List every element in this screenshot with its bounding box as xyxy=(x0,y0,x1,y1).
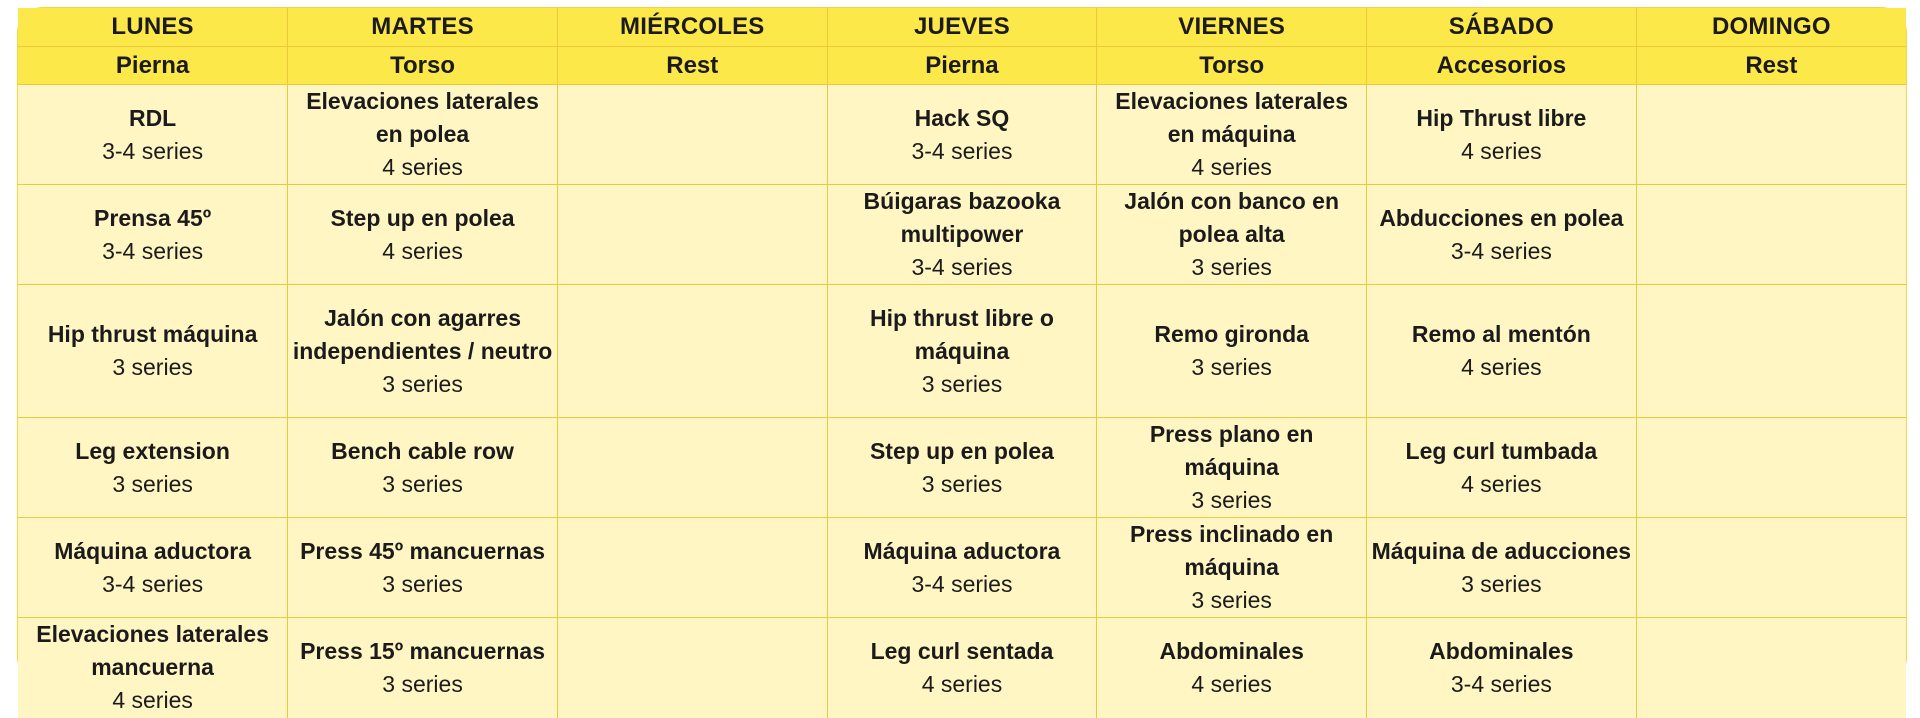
exercise-series: 3-4 series xyxy=(1450,670,1552,697)
exercise-name: Máquina aductora xyxy=(863,537,1061,564)
exercise-cell xyxy=(1367,85,1637,185)
day-header-martes: MARTES xyxy=(288,8,558,47)
exercise-name: Leg extension xyxy=(75,437,230,464)
exercise-cell xyxy=(827,185,1097,285)
exercise-name: Prensa 45º xyxy=(94,204,212,231)
exercise-cell xyxy=(557,85,827,185)
exercise-series: 3-4 series xyxy=(911,137,1013,164)
exercise-name: Hip thrust máquina xyxy=(47,321,258,347)
exercise-series: 3-4 series xyxy=(911,570,1013,597)
exercise-name: Remo gironda xyxy=(1154,321,1309,347)
exercise-row xyxy=(18,85,1906,185)
exercise-row xyxy=(18,518,1906,618)
exercise-series: 4 series xyxy=(1191,670,1272,697)
exercise-cell xyxy=(1636,618,1906,718)
exercise-series: 3 series xyxy=(1191,487,1272,513)
exercise-cell xyxy=(18,85,288,185)
exercise-name: Bench cable row xyxy=(331,437,514,464)
exercise-name: Elevaciones laterales en polea xyxy=(306,88,539,147)
exercise-series: 3 series xyxy=(1461,570,1542,597)
exercise-series: 3 series xyxy=(1191,254,1272,280)
exercise-row xyxy=(18,285,1906,418)
exercise-cell xyxy=(1097,185,1367,285)
focus-header-row xyxy=(18,47,1906,85)
exercise-name: Hack SQ xyxy=(914,104,1010,131)
exercise-series: 4 series xyxy=(382,154,463,180)
exercise-cell xyxy=(557,518,827,618)
exercise-series: 3 series xyxy=(921,370,1003,397)
exercise-cell xyxy=(1636,85,1906,185)
exercise-series: 3 series xyxy=(382,370,463,397)
exercise-cell xyxy=(1367,185,1637,285)
exercise-cell xyxy=(827,418,1097,518)
focus-viernes: Torso xyxy=(1097,47,1367,85)
exercise-cell xyxy=(827,85,1097,185)
exercise-cell xyxy=(1097,285,1367,418)
exercise-name: Leg curl sentada xyxy=(870,637,1054,664)
exercise-cell xyxy=(288,618,558,718)
exercise-series: 3-4 series xyxy=(1450,237,1552,264)
exercise-cell xyxy=(1097,618,1367,718)
exercise-series: 3 series xyxy=(112,354,193,380)
focus-miercoles: Rest xyxy=(557,47,827,85)
exercise-series: 4 series xyxy=(1461,470,1542,497)
exercise-cell xyxy=(1636,185,1906,285)
exercise-name: Abdominales xyxy=(1159,637,1304,664)
exercise-rows xyxy=(18,85,1906,718)
exercise-name: Hip thrust libre o máquina xyxy=(869,304,1054,364)
exercise-cell xyxy=(288,85,558,185)
exercise-series: 3 series xyxy=(382,470,463,497)
workout-schedule xyxy=(18,8,1906,718)
exercise-series: 3-4 series xyxy=(102,237,204,264)
exercise-name: Leg curl tumbada xyxy=(1405,437,1598,464)
exercise-series: 4 series xyxy=(382,237,463,264)
exercise-series: 3 series xyxy=(112,470,193,497)
day-header-miercoles: MIÉRCOLES xyxy=(557,8,827,47)
exercise-name: Press inclinado en máquina xyxy=(1130,521,1334,580)
exercise-name: Remo al mentón xyxy=(1411,321,1591,347)
exercise-row xyxy=(18,618,1906,718)
exercise-name: Press plano en máquina xyxy=(1149,421,1314,480)
exercise-cell xyxy=(1636,518,1906,618)
exercise-name: Step up en polea xyxy=(330,204,515,231)
exercise-cell xyxy=(288,185,558,285)
exercise-name: Elevaciones laterales mancuerna xyxy=(36,621,269,681)
focus-jueves: Pierna xyxy=(827,47,1097,85)
focus-domingo: Rest xyxy=(1636,47,1906,85)
focus-martes: Torso xyxy=(288,47,558,85)
exercise-name: Jalón con agarres independientes / neutro xyxy=(292,304,553,364)
exercise-row xyxy=(18,418,1906,518)
exercise-cell xyxy=(1367,618,1637,718)
exercise-cell xyxy=(288,518,558,618)
exercise-row xyxy=(18,185,1906,285)
day-header-sabado: SÁBADO xyxy=(1367,8,1637,47)
exercise-cell xyxy=(1097,85,1367,185)
exercise-cell xyxy=(1097,518,1367,618)
exercise-cell xyxy=(1636,285,1906,418)
exercise-cell xyxy=(1097,418,1367,518)
exercise-name: Abdominales xyxy=(1429,637,1574,664)
exercise-name: Hip Thrust libre xyxy=(1416,104,1587,131)
exercise-cell xyxy=(18,418,288,518)
exercise-series: 3-4 series xyxy=(102,137,204,164)
day-header-viernes: VIERNES xyxy=(1097,8,1367,47)
focus-sabado: Accesorios xyxy=(1367,47,1637,85)
exercise-cell xyxy=(18,518,288,618)
exercise-cell xyxy=(827,618,1097,718)
exercise-series: 3-4 series xyxy=(102,570,204,597)
exercise-cell xyxy=(1367,518,1637,618)
exercise-name: Máquina aductora xyxy=(54,537,251,564)
exercise-cell xyxy=(288,418,558,518)
exercise-name: Press 15º mancuernas xyxy=(300,637,546,664)
day-header-jueves: JUEVES xyxy=(827,8,1097,47)
exercise-name: Elevaciones laterales en máquina xyxy=(1115,88,1349,147)
exercise-cell xyxy=(288,285,558,418)
exercise-series: 4 series xyxy=(1461,137,1542,164)
exercise-cell xyxy=(557,418,827,518)
exercise-series: 3 series xyxy=(1191,354,1272,380)
exercise-cell xyxy=(557,285,827,418)
exercise-name: Búigaras bazooka multipower xyxy=(863,188,1061,247)
day-header-domingo: DOMINGO xyxy=(1636,8,1906,47)
exercise-cell xyxy=(1367,285,1637,418)
exercise-series: 3 series xyxy=(921,470,1003,497)
exercise-cell xyxy=(827,285,1097,418)
day-header-row xyxy=(18,8,1906,47)
exercise-series: 4 series xyxy=(1191,154,1272,180)
exercise-series: 4 series xyxy=(1461,354,1542,380)
exercise-name: RDL xyxy=(128,104,177,131)
exercise-name: Máquina de aducciones xyxy=(1371,537,1632,564)
exercise-name: Abducciones en polea xyxy=(1379,204,1624,231)
exercise-cell xyxy=(18,618,288,718)
exercise-name: Step up en polea xyxy=(869,437,1054,464)
exercise-series: 4 series xyxy=(921,670,1003,697)
exercise-series: 4 series xyxy=(112,687,193,714)
exercise-cell xyxy=(557,185,827,285)
exercise-cell xyxy=(18,185,288,285)
exercise-cell xyxy=(557,618,827,718)
focus-lunes: Pierna xyxy=(18,47,288,85)
exercise-cell xyxy=(1636,418,1906,518)
exercise-cell xyxy=(18,285,288,418)
exercise-cell xyxy=(1367,418,1637,518)
exercise-name: Jalón con banco en polea alta xyxy=(1124,188,1340,247)
exercise-cell xyxy=(827,518,1097,618)
exercise-series: 3-4 series xyxy=(911,254,1013,280)
exercise-series: 3 series xyxy=(1191,587,1272,613)
day-header-lunes: LUNES xyxy=(18,8,288,47)
exercise-series: 3 series xyxy=(382,670,463,697)
exercise-name: Press 45º mancuernas xyxy=(300,537,546,564)
weekly-workout-table xyxy=(17,7,1907,714)
exercise-series: 3 series xyxy=(382,570,463,597)
